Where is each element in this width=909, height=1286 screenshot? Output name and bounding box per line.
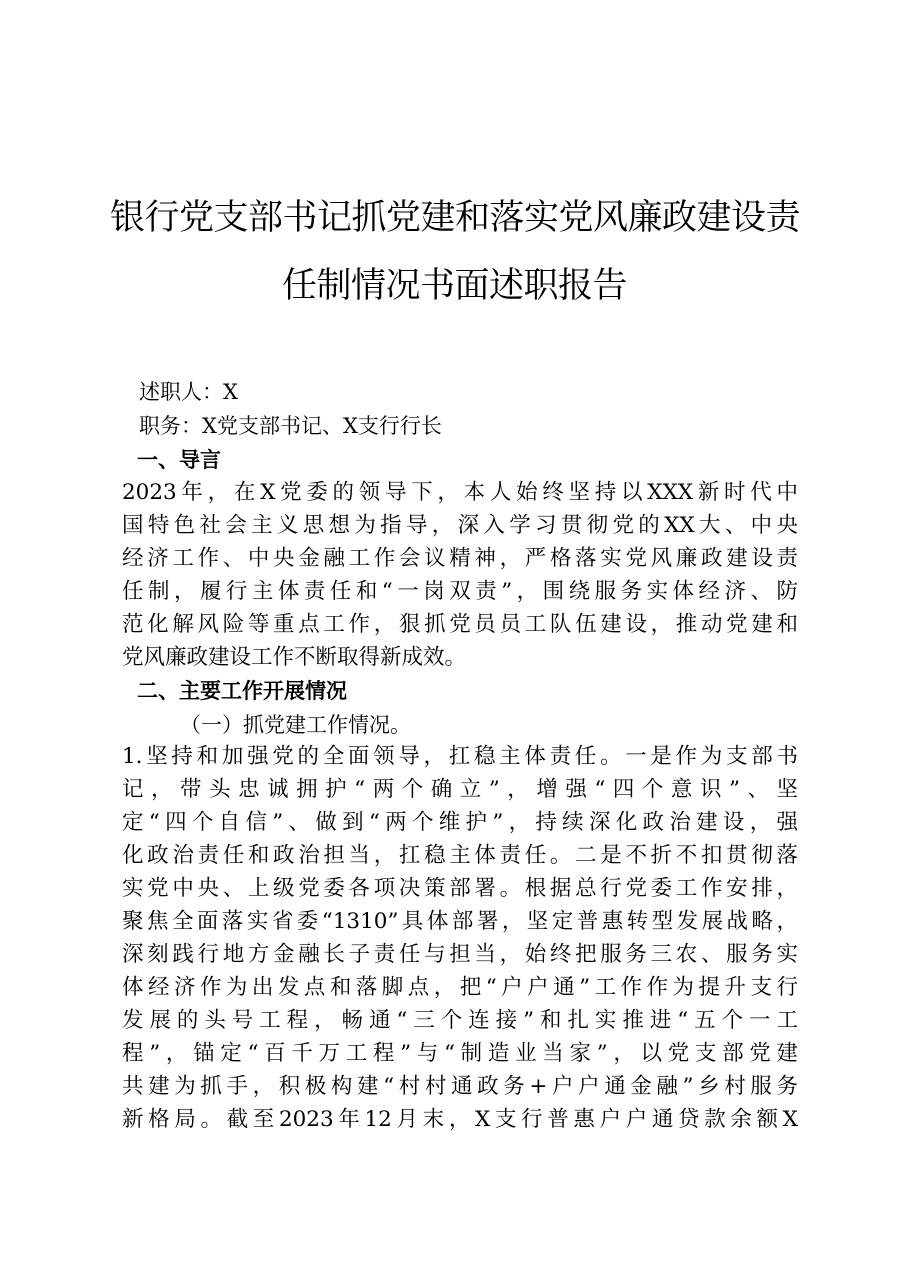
paragraph-line: 国特色社会主义思想为指导，深入学习贯彻党的XX大、中央 (122, 513, 798, 538)
paragraph-line: 党风廉政建设工作不断取得新成效。 (122, 645, 467, 670)
position-line: 职务：X党支部书记、X支行行长 (139, 414, 442, 438)
paragraph-line: 1.坚持和加强党的全面领导，扛稳主体责任。一是作为支部书 (122, 744, 798, 769)
paragraph-line: 范化解风险等重点工作，狠抓党员员工队伍建设，推动党建和 (122, 612, 798, 637)
paragraph-line: 新格局。截至2023年12月末，X支行普惠户户通贷款余额X (122, 1107, 798, 1132)
subsection-1-paragraph (122, 740, 798, 1136)
paragraph-line: 体经济作为出发点和落脚点，把“户户通”工作作为提升支行 (122, 975, 798, 1000)
section-2-heading: 二、主要工作开展情况 (137, 679, 347, 703)
paragraph-line: 发展的头号工程，畅通“三个连接”和扎实推进“五个一工 (122, 1008, 798, 1033)
paragraph-line: 程”，锚定“百千万工程”与“制造业当家”，以党支部党建 (122, 1041, 798, 1066)
document-title-line-2: 任制情况书面述职报告 (281, 266, 627, 306)
subsection-1-heading: （一）抓党建工作情况。 (180, 713, 411, 737)
section-1-paragraph (122, 476, 798, 674)
paragraph-line: 记，带头忠诚拥护“两个确立”，增强“四个意识”、坚 (122, 777, 798, 802)
document-title-line-1: 银行党支部书记抓党建和落实党风廉政建设责 (110, 198, 801, 238)
paragraph-line: 2023年，在X党委的领导下，本人始终坚持以XXX新时代中 (122, 480, 798, 505)
paragraph-line: 定“四个自信”、做到“两个维护”，持续深化政治建设，强 (122, 810, 798, 835)
paragraph-line: 共建为抓手，积极构建“村村通政务+户户通金融”乡村服务 (122, 1074, 798, 1099)
reporter-line: 述职人：X (139, 380, 238, 404)
paragraph-line: 聚焦全面落实省委“1310”具体部署，坚定普惠转型发展战略， (122, 909, 798, 934)
paragraph-line: 化政治责任和政治担当，扛稳主体责任。二是不折不扣贯彻落 (122, 843, 798, 868)
section-1-heading: 一、导言 (137, 448, 221, 472)
paragraph-line: 任制，履行主体责任和“一岗双责”，围绕服务实体经济、防 (122, 579, 798, 604)
paragraph-line: 实党中央、上级党委各项决策部署。根据总行党委工作安排， (122, 876, 798, 901)
paragraph-line: 深刻践行地方金融长子责任与担当，始终把服务三农、服务实 (122, 942, 798, 967)
paragraph-line: 经济工作、中央金融工作会议精神，严格落实党风廉政建设责 (122, 546, 798, 571)
